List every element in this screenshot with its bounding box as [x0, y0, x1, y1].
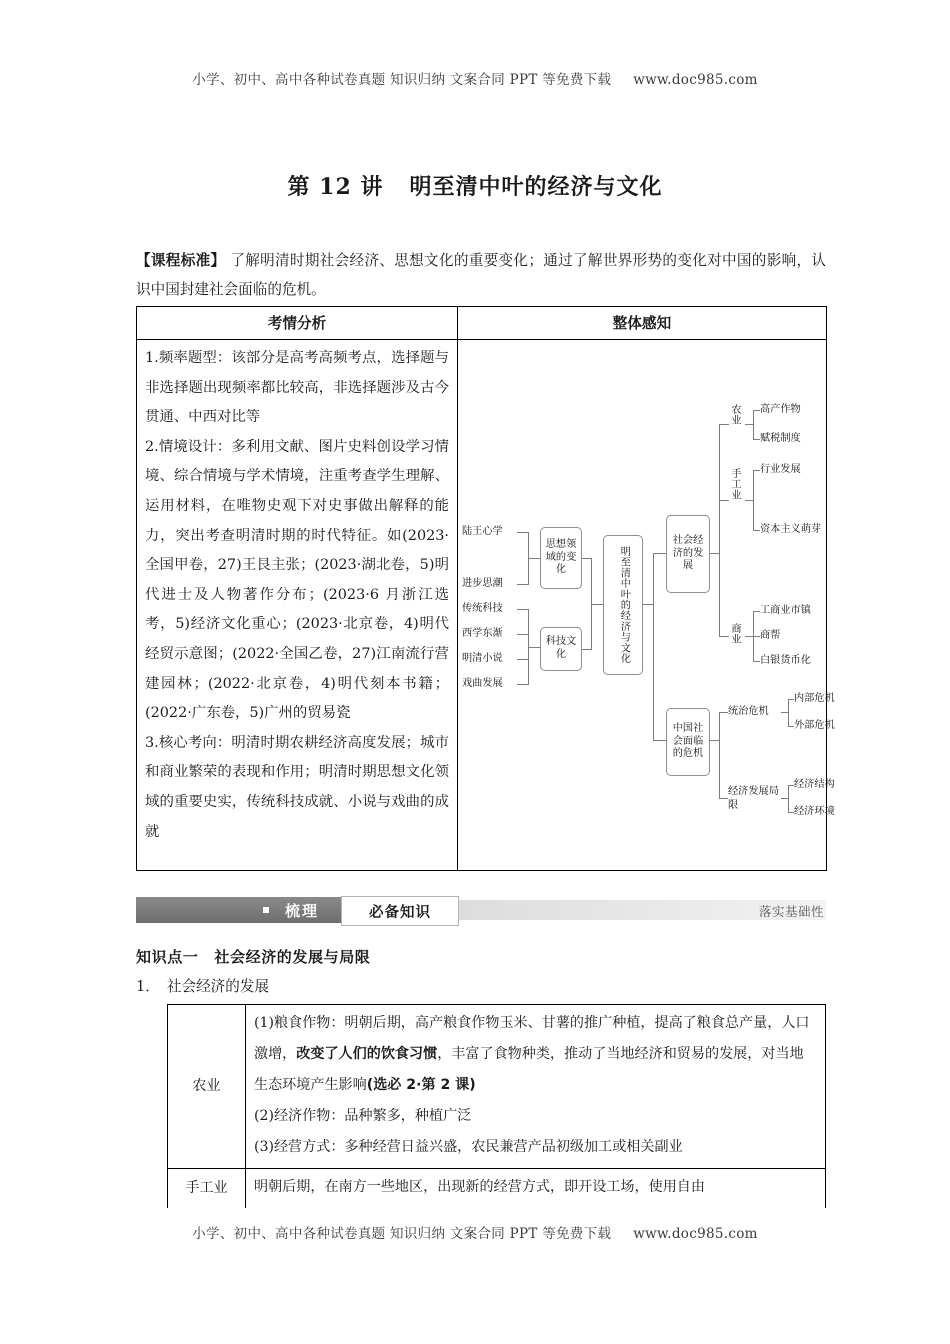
mindmap-leaf-economic-environment: 经济环境 — [794, 806, 835, 817]
mindmap-group-economy-limits: 经济发展局限 — [728, 786, 779, 811]
section-banner — [136, 897, 826, 923]
item-bold-2: (选必 2·第 2 课) — [366, 1077, 476, 1093]
mindmap-leaf-industry-dev: 行业发展 — [760, 464, 801, 475]
mindmap-leaf-capitalism-sprout: 资本主义萌芽 — [760, 524, 822, 535]
row-content-handicraft — [246, 1169, 826, 1209]
mindmap-node-crisis: 中国社会面临的危机 — [666, 708, 710, 776]
knowledge-point-subheading — [136, 975, 269, 996]
content-item — [254, 1008, 817, 1101]
mindmap-connector — [653, 740, 666, 741]
running-header — [0, 68, 950, 88]
mindmap-connector — [753, 636, 760, 637]
running-footer — [0, 1222, 950, 1242]
mindmap-connector — [528, 647, 540, 648]
mindmap-node-ideology: 思想领域的变化 — [540, 527, 582, 589]
overview-cell — [458, 340, 835, 871]
mindmap-connector — [753, 410, 760, 411]
mindmap-connector — [753, 611, 760, 612]
mindmap-group-handicraft: 手工业 — [729, 468, 740, 501]
item-middle: ，丰富了食物种类，推动了当地经济和贸易的发展，对当地生态环境产生影响 — [254, 1046, 804, 1093]
knowledge-point-heading — [136, 946, 370, 967]
banner-dark-block — [136, 897, 341, 923]
mindmap-connector — [719, 798, 728, 799]
banner-right-label: 落实基础性 — [758, 904, 824, 919]
mindmap-group-rule-crisis: 统治危机 — [728, 706, 769, 717]
mindmap-leaf-high-yield-crops: 高产作物 — [760, 404, 801, 415]
lecture-number: 第 12 讲 — [287, 174, 384, 200]
mindmap-leaf-chuantongkeji: 传统科技 — [462, 603, 503, 614]
mindmap-connector — [753, 470, 754, 530]
mindmap-connector — [788, 699, 789, 726]
mindmap-connector — [719, 500, 729, 501]
banner-tab[interactable]: 必备知识 — [341, 896, 459, 926]
mindmap-connector — [753, 470, 760, 471]
table-header-row — [137, 307, 827, 340]
mindmap-leaf-internal-crisis: 内部危机 — [794, 693, 835, 704]
mindmap-leaf-xixuedongjian: 西学东渐 — [462, 628, 503, 639]
mindmap-connector — [753, 530, 760, 531]
mindmap-connector — [653, 553, 654, 740]
mindmap-node-economy: 社会经济的发展 — [666, 515, 710, 593]
mindmap-connector — [719, 712, 720, 798]
row-content-agriculture — [246, 1005, 826, 1169]
knowledge-point-title: 社会经济的发展与局限 — [214, 948, 371, 966]
mindmap — [458, 340, 835, 868]
curriculum-standard — [136, 246, 826, 304]
running-header-url: www.doc985.com — [633, 72, 758, 88]
row-label-handicraft: 手工业 — [168, 1169, 246, 1209]
mindmap-connector — [719, 712, 728, 713]
mindmap-node-center: 明至清中叶的经济与文化 — [603, 535, 643, 675]
mindmap-group-agriculture: 农业 — [729, 404, 740, 426]
curriculum-standard-text: 了解明清时期社会经济、思想文化的重要变化；通过了解世界形势的变化对中国的影响，认识中国封建社会面临的危机。 — [136, 252, 826, 298]
mindmap-connector — [753, 661, 760, 662]
square-bullet-icon — [263, 907, 269, 913]
content-item: (3)经营方式：多种经营日益兴盛，农民兼营产品初级加工或相关副业 — [254, 1139, 683, 1155]
mindmap-leaf-jinbusichao: 进步思潮 — [462, 578, 503, 589]
mindmap-connector — [753, 439, 760, 440]
item-prefix: (1)粮食作物：明朝后期，高产粮食作物玉米、甘薯的推广种植，提高了粮食总产量，人口激增， — [254, 1015, 810, 1062]
row-label-agriculture: 农业 — [168, 1005, 246, 1169]
analysis-para-1: 1.频率题型：该部分是高考高频考点，选择题与非选择题出现频率都比较高，非选择题涉及古今贯通、中西对比等 — [145, 350, 449, 426]
column-header-analysis: 考情分析 — [137, 307, 458, 340]
analysis-cell — [137, 340, 458, 871]
analysis-table — [136, 306, 835, 871]
mindmap-group-commerce: 商业 — [729, 623, 740, 645]
column-header-overview: 整体感知 — [458, 307, 827, 340]
item-bold-1: 改变了人们的饮食习惯 — [296, 1046, 438, 1062]
analysis-para-3: 3.核心考向：明清时期农耕经济高度发展；城市和商业繁荣的表现和作用；明清时期思想文化领域的重要史实，传统科技成就、小说与戏曲的成就 — [145, 734, 449, 840]
mindmap-leaf-external-crisis: 外部危机 — [794, 720, 835, 731]
running-footer-text: 小学、初中、高中各种试卷真题 知识归纳 文案合同 PPT 等免费下载 — [192, 1226, 612, 1242]
mindmap-connector — [719, 424, 720, 636]
mindmap-leaf-economic-structure: 经济结构 — [794, 779, 835, 790]
mindmap-connector — [591, 604, 603, 605]
lecture-name: 明至清中叶的经济与文化 — [409, 175, 663, 200]
running-header-text: 小学、初中、高中各种试卷真题 知识归纳 文案合同 PPT 等免费下载 — [192, 72, 612, 88]
banner-bullet-label: 梳理 — [284, 901, 319, 920]
table-row — [168, 1169, 826, 1209]
subheading-text: 社会经济的发展 — [166, 978, 270, 995]
page-title — [0, 170, 950, 201]
mindmap-leaf-tax-system: 赋税制度 — [760, 433, 801, 444]
running-footer-url: www.doc985.com — [633, 1226, 758, 1242]
mindmap-connector — [528, 558, 540, 559]
mindmap-connector — [753, 410, 754, 439]
table-row — [168, 1005, 826, 1169]
mindmap-leaf-luwang: 陆王心学 — [462, 526, 503, 537]
mindmap-leaf-mingqingxiaoshuo: 明清小说 — [462, 653, 503, 664]
analysis-para-2: 2.情境设计：多利用文献、图片史料创设学习情境、综合情境与学术情境，注重考查学生理解、运用材料，在唯物史观下对史事做出解释的能力，突出考查明清时期的时代特征。如(2023·全国甲卷，27)王艮主张；(2023·湖北卷，5)明代进士及人物著作分布；(2023·6 月浙江选考，5)经济文化重心；(2023·北京卷，4)明代经贸示意图；(2022·全国乙卷，27)江南流行营建园林；(2022·北京卷，4)明代刻本书籍；(2022·广东卷，5)广州的贸易瓷 — [145, 438, 449, 722]
mindmap-leaf-silver-currency: 白银货币化 — [760, 655, 811, 666]
mindmap-leaf-market-towns: 工商业市镇 — [760, 605, 811, 616]
knowledge-point-number: 知识点一 — [136, 948, 199, 966]
table-body-row — [137, 340, 827, 871]
curriculum-standard-label: 【课程标准】 — [136, 252, 226, 269]
mindmap-leaf-merchant-guilds: 商帮 — [760, 630, 781, 641]
mindmap-node-tech-culture: 科技文化 — [540, 627, 582, 671]
mindmap-leaf-xiqufazhan: 戏曲发展 — [462, 678, 503, 689]
content-item: 明朝后期，在南方一些地区，出现新的经营方式，即开设工场，使用自由 — [254, 1179, 705, 1195]
subheading-number: 1． — [136, 978, 160, 995]
mindmap-connector — [653, 553, 666, 554]
mindmap-connector — [788, 785, 789, 812]
analysis-body — [137, 340, 457, 855]
content-table — [167, 1004, 826, 1208]
content-item: (2)经济作物：品种繁多，种植广泛 — [254, 1108, 472, 1124]
